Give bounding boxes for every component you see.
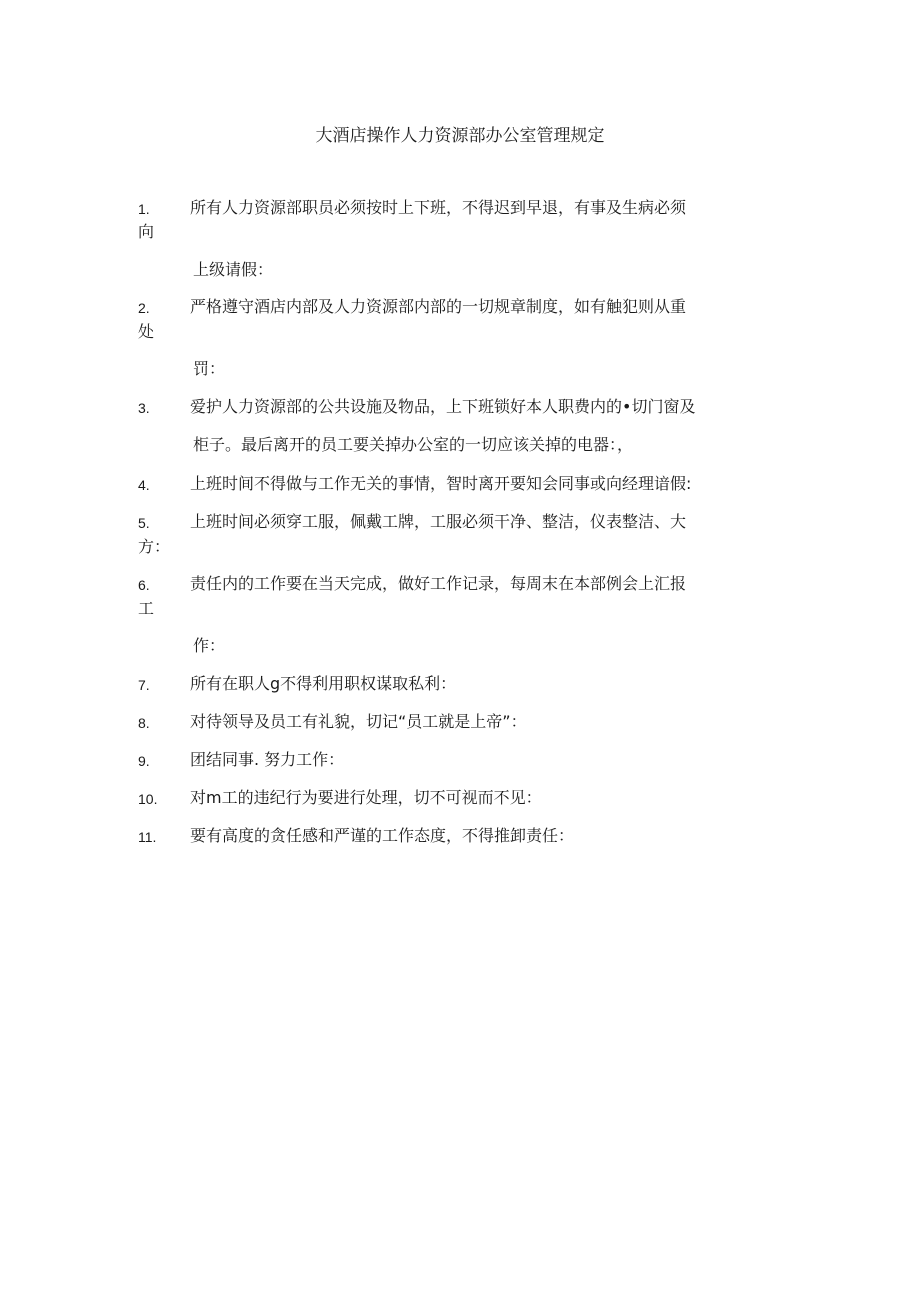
item-number: 5. <box>138 515 150 531</box>
item-text: 责任内的工作要在当天完成，做好工作记录，每周末在本部例会上汇报 <box>190 574 687 593</box>
item-number: 4. <box>138 477 150 493</box>
item-text: 所有人力资源部职员必须按时上下班，不得迟到早退，有事及生病必须 <box>190 198 687 217</box>
item-text: 上班时间不得做与工作无关的事情，智时离开要知会同事或向经理谙假: <box>190 474 692 493</box>
item-text: 对待领导及员工有礼貌，切记“员工就是上帝”： <box>190 712 527 731</box>
item-text: 所有在职人g不得利用职权谋取私利： <box>190 674 457 693</box>
document-title: 大酒店操作人力资源部办公室管理规定 <box>315 126 605 146</box>
item-number: 8. <box>138 715 150 731</box>
item-continuation: 上级请假： <box>193 260 274 279</box>
item-text: 要有高度的贪任感和严谨的工作态度，不得推卸责任： <box>190 826 575 845</box>
item-number: 10. <box>138 791 158 807</box>
item-number: 6. <box>138 577 150 593</box>
item-continuation: 罚： <box>193 359 226 378</box>
item-continuation: 作： <box>193 636 226 655</box>
item-text: 团结同事. 努力工作： <box>190 750 345 769</box>
item-number: 11. <box>138 829 157 845</box>
item-wrap-text: 方： <box>138 537 171 556</box>
item-wrap-text: 工 <box>138 599 155 618</box>
item-wrap-text: 向 <box>138 222 155 241</box>
item-text: 对m工的违纪行为要进行处理，切不可视而不见： <box>190 788 542 807</box>
item-text: 上班时间必须穿工服，佩戴工牌，工服必须干净、整洁，仪表整洁、大 <box>190 512 687 531</box>
item-number: 1. <box>138 201 150 217</box>
item-text: 严格遵守酒店内部及人力资源部内部的一切规章制度，如有触犯则从重 <box>190 297 687 316</box>
item-number: 7. <box>138 677 150 693</box>
item-wrap-text: 处 <box>138 322 155 341</box>
item-number: 9. <box>138 753 150 769</box>
item-number: 3. <box>138 400 150 416</box>
item-continuation: 柜子。最后离开的员工要关掉办公室的一切应该关掉的电器：， <box>193 435 634 454</box>
item-number: 2. <box>138 300 150 316</box>
item-text: 爱护人力资源部的公共设施及物品，上下班锁好本人职费内的•切门窗及 <box>190 397 696 416</box>
